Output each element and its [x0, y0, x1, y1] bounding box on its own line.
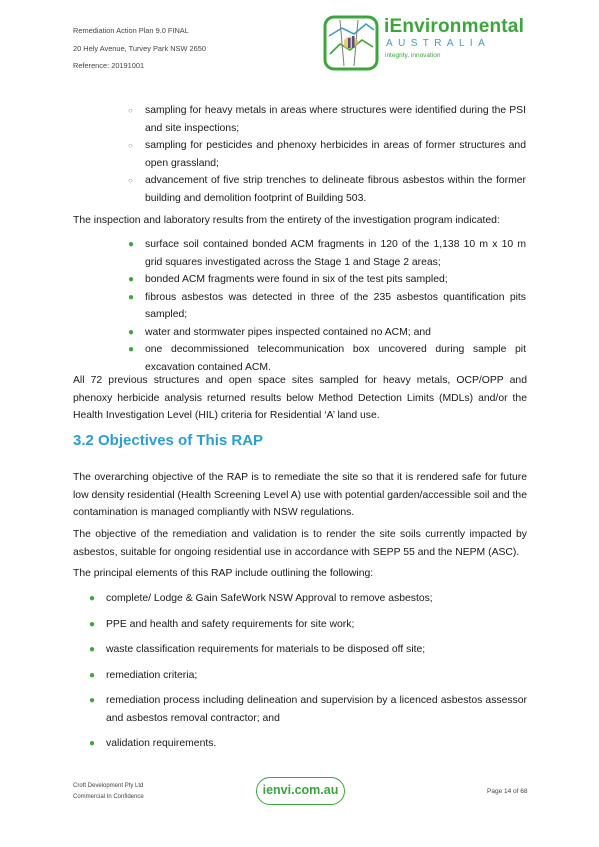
document-reference: Reference: 20191001	[73, 61, 145, 70]
list-item: ○ advancement of five strip trenches to delineate fibrous asbestos within the former building and demolition footprint of Building 503.	[128, 172, 526, 207]
hollow-circle-bullet-icon: ○	[128, 176, 133, 185]
logo-subtitle: AUSTRALIA	[386, 38, 491, 49]
hollow-circle-bullet-icon: ○	[128, 141, 133, 150]
green-bullet-icon: ●	[89, 738, 96, 749]
website-badge: ienvi.com.au	[256, 777, 345, 805]
document-title: Remediation Action Plan 9.0 FINAL	[73, 26, 189, 35]
logo-name: iEnvironmental	[384, 16, 525, 37]
list-item: ● bonded ACM fragments were found in six of the test pits sampled;	[128, 271, 526, 289]
sampling-sublist	[128, 102, 526, 207]
green-bullet-icon: ●	[128, 239, 135, 250]
green-bullet-icon: ●	[128, 291, 135, 303]
list-item: ● water and stormwater pipes inspected contained no ACM; and	[128, 324, 526, 342]
site-address: 20 Hely Avenue, Turvey Park NSW 2650	[73, 43, 206, 53]
list-item: ● complete/ Lodge & Gain SafeWork NSW Approval to remove asbestos;	[89, 590, 527, 608]
green-bullet-icon: ●	[89, 618, 96, 630]
list-item: ● PPE and health and safety requirements for site work;	[89, 616, 527, 634]
green-bullet-icon: ●	[128, 326, 135, 338]
list-item: ● remediation criteria;	[89, 667, 527, 685]
green-bullet-icon: ●	[89, 644, 96, 655]
list-item: ● remediation process including delineation and supervision by a licenced asbestos assessor and asbestos removal contractor; and	[89, 692, 527, 727]
footer-company	[73, 781, 144, 803]
confidentiality-note: Commercial In Confidence	[73, 794, 144, 800]
page-number: Page 14 of 68	[487, 788, 528, 795]
green-bullet-icon: ●	[89, 669, 96, 681]
objective-paragraph-2: The objective of the remediation and validation is to render the site soils currently impacted by asbestos, suitable for ongoing residential use in accordance with SEPP 55 and the NEPM (ASC).	[73, 529, 527, 558]
green-bullet-icon: ●	[89, 695, 96, 706]
list-item: ● one decommissioned telecommunication box uncovered during sample pit excavation contained ACM.	[128, 341, 526, 376]
list-item: ○ sampling for pesticides and phenoxy herbicides in areas of former structures and open grassland;	[128, 137, 526, 172]
document-header	[73, 22, 206, 75]
hollow-circle-bullet-icon: ○	[128, 106, 133, 115]
list-item: ● validation requirements.	[89, 735, 527, 753]
results-list	[128, 236, 526, 376]
list-item: ● surface soil contained bonded ACM fragments in 120 of the 1,138 10 m x 10 m grid squares investigated across the Stage 1 and Stage 2 areas;	[128, 236, 526, 271]
logo-tagline: integrity, innovation	[385, 52, 441, 59]
green-bullet-icon: ●	[89, 593, 96, 604]
list-item: ● waste classification requirements for materials to be disposed off site;	[89, 641, 527, 659]
company-name: Croft Development Pty Ltd	[73, 783, 144, 789]
green-bullet-icon: ●	[128, 344, 135, 355]
list-item: ● fibrous asbestos was detected in three of the 235 asbestos quantification pits sampled;	[128, 289, 526, 324]
principal-elements-list	[89, 590, 527, 761]
objective-paragraph-1: The overarching objective of the RAP is to remediate the site so that it is rendered safe for future low density residential (Health Screening Level A) use with potential garden/accessible soil and the contamination is managed compliantly with NSW regulations.	[73, 472, 527, 518]
structures-paragraph: All 72 previous structures and open space sites sampled for heavy metals, OCP/OPP and phenoxy herbicide analysis returned results below Method Detection Limits (MDLs) and/or the Health Investigation Level (HIL) criteria for Residential ‘A’ land use.	[73, 375, 527, 421]
company-logo	[322, 14, 532, 74]
results-intro-paragraph: The inspection and laboratory results from the entirety of the investigation program indicated:	[73, 215, 500, 226]
elements-intro-paragraph: The principal elements of this RAP include outlining the following:	[73, 568, 374, 579]
map-icon	[322, 14, 380, 72]
green-bullet-icon: ●	[128, 274, 135, 285]
list-item: ○ sampling for heavy metals in areas where structures were identified during the PSI and site inspections;	[128, 102, 526, 137]
section-heading: 3.2 Objectives of This RAP	[73, 432, 264, 449]
